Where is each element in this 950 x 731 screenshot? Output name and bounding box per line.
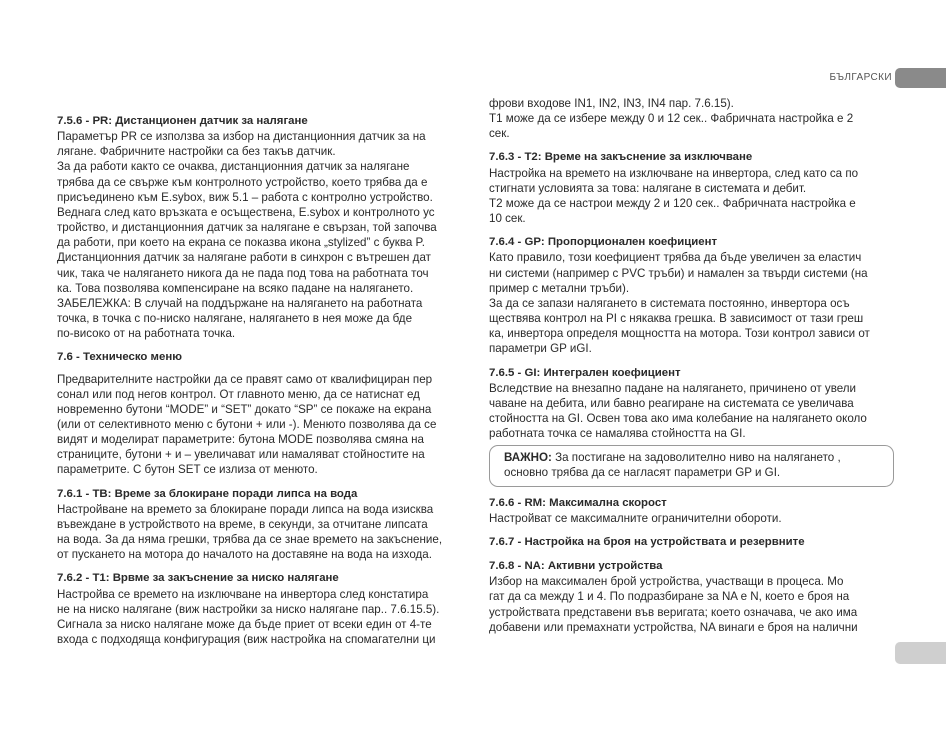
text-line: сонал или под негов контрол. От главното меню, да се натиснат ед (57, 387, 420, 401)
text-line: Настройват се максималните ограничителни обороти. (489, 511, 782, 525)
text-line: фрови входове IN1, IN2, IN3, IN4 пар. 7.6.15). (489, 97, 734, 110)
text-line: въвеждане в устройството на време, в секунди, за отчитане липсата (57, 517, 428, 531)
section-title-7-5-6: 7.5.6 - PR: Дистанционен датчик за налягане (57, 115, 308, 127)
text-line: параметрите. С бутон SET се излиза от менюто. (57, 463, 318, 477)
language-tab (895, 68, 946, 88)
text-line: T2 може да се настрои между 2 и 120 сек.. Фабричната настройка е (489, 196, 856, 210)
section-title-7-6-6: 7.6.6 - RM: Максимална скорост (489, 496, 667, 509)
note-line: основно трябва да се нагласят параметри GP и GI. (504, 466, 781, 480)
text-line: ществява контрол на PI с някаква грешка. В зависимост от тази греш (489, 312, 864, 326)
text-line: страниците, бутони + и – увеличават или намаляват стойностите на (57, 448, 425, 462)
note-label: ВАЖНО: (504, 451, 552, 465)
text-line: параметри GP иGI. (489, 342, 592, 356)
text-line: (или от селективното меню с бутони + или -). Менюто позволява да се (57, 417, 437, 431)
text-line: присъединено към E.sybox, виж 5.1 – работа с контролно устройство. (57, 190, 433, 204)
text-line: ка, инвертора определя мощността на мотора. Този контрол зависи от (489, 327, 870, 341)
text-line: новременно бутони “MODE” и “SET” докато “SP” се покаже на екрана (57, 402, 432, 416)
text-line: пример с метални тръби). (489, 281, 630, 295)
language-label: БЪЛГАРСКИ (829, 72, 892, 83)
text-line: За да се запази налягането в системата постоянно, инвертора осъ (489, 296, 850, 310)
text-line: За да работи както се очаква, дистанционния датчик за налягане (57, 160, 410, 174)
text-line: от пускането на мотора до началото на доставяне на вода на изхода. (57, 548, 432, 562)
section-title-7-6-8: 7.6.8 - NA: Активни устройства (489, 560, 663, 573)
important-note-box (489, 445, 894, 486)
page-number-tab (895, 642, 946, 664)
text-line: тройство, и дистанционния датчик за налягане е свързан, той започва (57, 221, 437, 235)
section-title-7-6-4: 7.6.4 - GP: Пропорционален коефициент (489, 236, 718, 249)
section-title-7-6-1: 7.6.1 - TB: Време за блокиране поради липса на вода (57, 487, 358, 500)
text-line: точка, в точка с по-ниско налягане, налягането в нея може да бде (57, 312, 413, 326)
text-line: Настройване на времето за блокиране поради липса на вода изисква (57, 502, 434, 516)
text-line: сек. (489, 127, 510, 141)
text-line: 10 сек. (489, 212, 526, 226)
text-line: работната точка се намалява стойността на GI. (489, 427, 746, 441)
text-line: добавени или премахнати устройства, NA винаги е броя на налични (489, 620, 858, 634)
section-title-7-6-5: 7.6.5 - GI: Интегрален коефициент (489, 366, 681, 379)
text-line: видят и моделират параметрите: бутона MODE позволява смяна на (57, 433, 424, 447)
section-title-7-6-3: 7.6.3 - T2: Време на закъснение за изключване (489, 151, 753, 164)
text-line: гат да са между 1 и 4. По подразбиране за NA е N, което е броя на (489, 590, 850, 604)
note-line (504, 450, 883, 465)
text-line: T1 може да се избере между 0 и 12 сек.. Фабричната настройка е 2 (489, 112, 854, 126)
text-line: Избор на максимален брой устройства, участващи в процеса. Мо (489, 575, 844, 589)
section-title-7-6-2: 7.6.2 - T1: Врвме за закъснение за ниско налягане (57, 572, 339, 585)
text-line: чаване на дебита, или бавно реагиране на системата се увеличава (489, 396, 854, 410)
text-line: ка. Това позволява компенсиране на всяко падане на налягането. (57, 281, 414, 295)
text-line: Вследствие на внезапно падане на налягането, причинено от увели (489, 381, 857, 395)
section-title-7-6-7: 7.6.7 - Настройка на броя на устройствата и резервните (489, 535, 805, 548)
text-line: ни системи (например с PVC тръби) и намален за твърди системи (на (489, 266, 868, 280)
text-line: не на ниско налягане (виж настройки за ниско налягане пар.. 7.6.15.5). (57, 602, 440, 616)
text-line: стойността на GI. Освен това ако има колебание на налягането около (489, 411, 867, 425)
text-line: устройствата представени във веригата; което означава, че ако има (489, 605, 858, 619)
text-line: Настройва се времето на изключване на инвертора след констатира (57, 587, 429, 601)
text-line: да работи, при което на екрана се показва икона „stylized” с буква P. (57, 236, 426, 250)
text-line: ЗАБЕЛЕЖКА: В случай на поддържане на налягането на работната (57, 296, 423, 310)
text-line: Дистанционния датчик за налягане работи в синхрон с вътрешен дат (57, 251, 431, 265)
text-line: трябва да се свърже към контролното устройство, което трябва да е (57, 175, 428, 189)
text-line: Предварителните настройки да се правят само от квалифициран пер (57, 372, 433, 386)
text-line: Веднага след като връзката е осъществена, E.sybox и контролното ус (57, 205, 435, 219)
text-line: по-високо от на работната точка. (57, 327, 236, 341)
text-line: Като правило, този коефициент трябва да бъде увеличен за еластич (489, 251, 862, 265)
text-line: на вода. За да няма грешки, трябва да се знае времето на закъснение, (57, 533, 443, 547)
note-text: За постигане на задоволително ниво на налягането , (551, 451, 841, 465)
text-line: входа с подходяща конфигурация (виж настройка на спомагателни ци (57, 633, 436, 646)
text-line: Настройка на времето на изключване на инвертора, след като са по (489, 166, 859, 180)
text-line: стигнати условията за това: налягане в системата и дебит. (489, 181, 807, 195)
text-line: чик, така че налягането никога да не пада под това на работната точ (57, 266, 429, 280)
right-column (489, 96, 894, 635)
text-line: лягане. Фабричните настройки са без такъв датчик. (57, 145, 336, 159)
left-column (57, 114, 462, 647)
text-line: Сигнала за ниско налягане може да бъде приет от всеки един от 4-те (57, 617, 432, 631)
text-line: Параметър PR се използва за избор на дистанционния датчик за на (57, 130, 426, 144)
section-title-7-6: 7.6 - Техническо меню (57, 351, 182, 364)
